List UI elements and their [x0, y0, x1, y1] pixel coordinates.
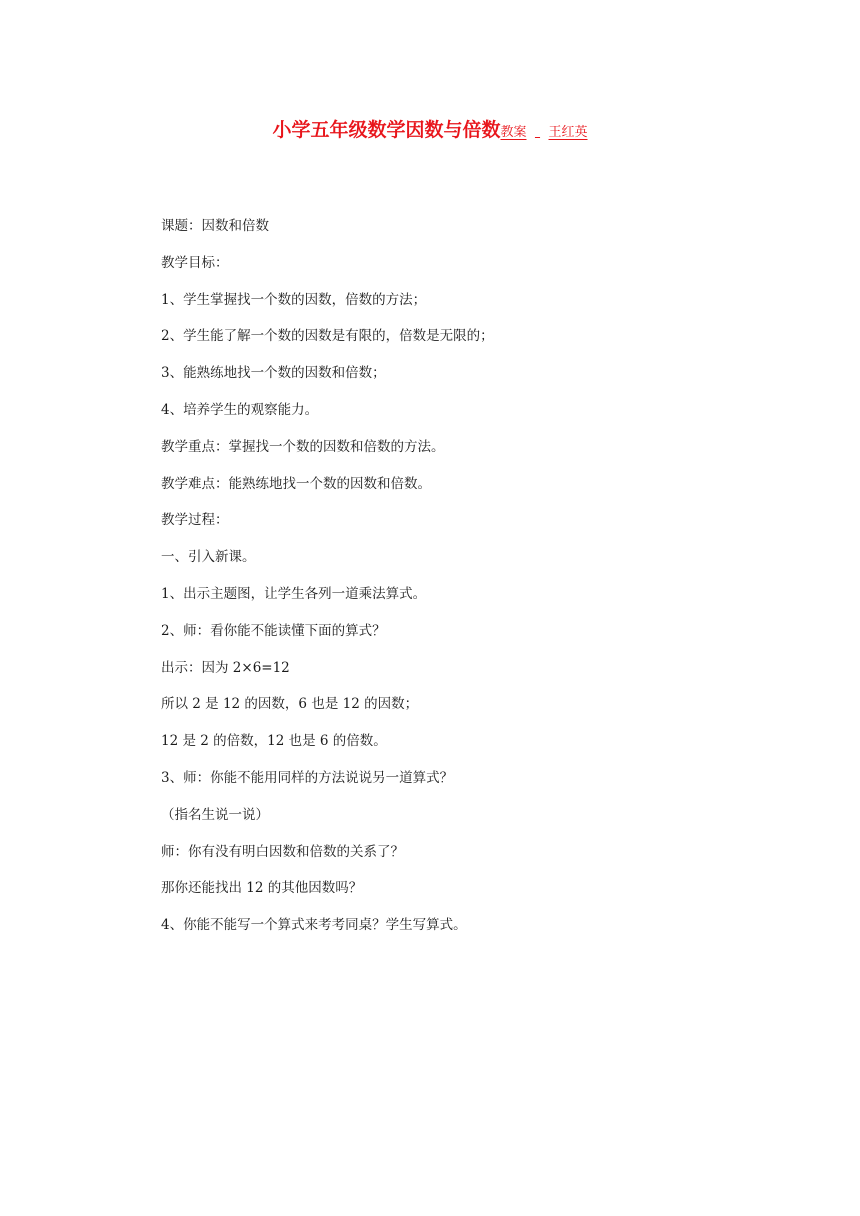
title-author: 王红英 [548, 125, 588, 140]
text-line-factor-statement: 所以 2 是 12 的因数，6 也是 12 的因数； [161, 696, 419, 713]
text-line-step-4: 4、你能不能写一个算式来考考同桌？学生写算式。 [161, 917, 467, 934]
text-line-step-1: 1、出示主题图，让学生各列一道乘法算式。 [161, 585, 427, 602]
text-line-objective-2: 2、学生能了解一个数的因数是有限的，倍数是无限的； [161, 328, 494, 345]
document-title [0, 115, 860, 142]
text-line-objectives-heading: 教学目标： [161, 254, 229, 271]
text-line-teacher-question: 师：你有没有明白因数和倍数的关系了？ [161, 843, 404, 860]
text-line-topic: 课题：因数和倍数 [161, 218, 269, 234]
text-line-section-1: 一、引入新课。 [161, 549, 256, 566]
text-line-key-point: 教学重点：掌握找一个数的因数和倍数的方法。 [161, 438, 445, 455]
text-line-step-3: 3、师：你能不能用同样的方法说说另一道算式？ [161, 769, 454, 786]
text-line-process-heading: 教学过程： [161, 512, 229, 529]
document-body [161, 216, 801, 952]
text-line-objective-3: 3、能熟练地找一个数的因数和倍数； [161, 365, 386, 382]
text-line-student-speaks: （指名生说一说） [161, 806, 269, 823]
title-main: 小学五年级数学因数与倍数 [272, 119, 501, 141]
text-line-multiple-statement: 12 是 2 的倍数，12 也是 6 的倍数。 [161, 733, 387, 750]
text-line-objective-1: 1、学生掌握找一个数的因数，倍数的方法； [161, 291, 427, 308]
text-line-objective-4: 4、培养学生的观察能力。 [161, 401, 319, 418]
title-sub: 教案 [500, 125, 527, 140]
title-gap [527, 121, 549, 140]
text-line-other-factors: 那你还能找出 12 的其他因数吗？ [161, 880, 363, 897]
text-line-show-equation: 出示：因为 2×6=12 [161, 659, 290, 676]
text-line-difficulty: 教学难点：能熟练地找一个数的因数和倍数。 [161, 475, 431, 492]
text-line-step-2: 2、师：看你能不能读懂下面的算式？ [161, 622, 386, 639]
